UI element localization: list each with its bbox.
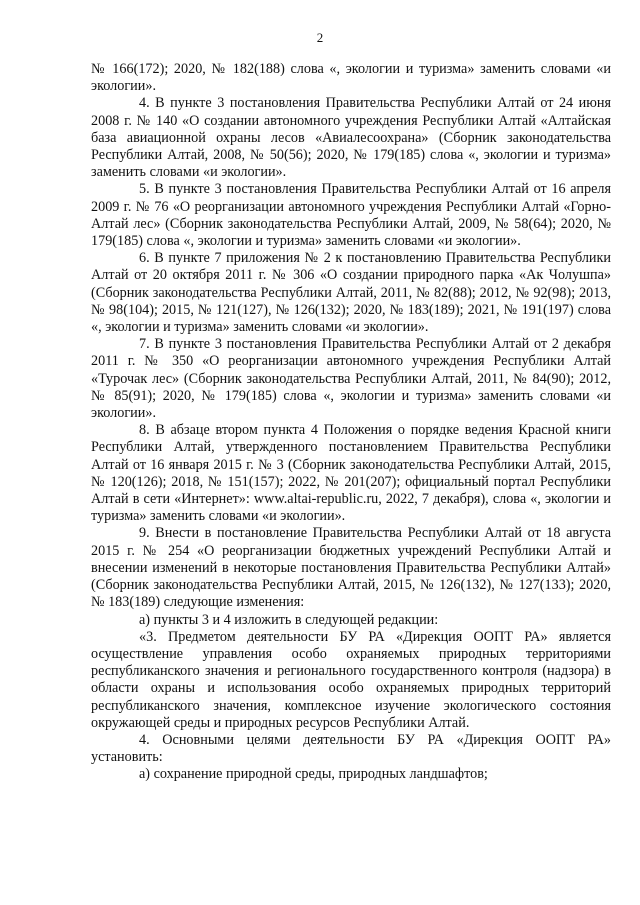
paragraph-item-5: 5. В пункте 3 постановления Правительства Республики Алтай от 16 апреля 2009 г. № 76 «О реорганизации автономного учреждения Республики Алтай «Горно-Алтай лес» (Сборник законодательства Республики Алтай, 2009, № 58(64); 2020, № 179(185) слова «, экологии и туризма» заменить словами «и экологии». xyxy=(91,181,611,250)
paragraph-clause-4-a: а) сохранение природной среды, природных ландшафтов; xyxy=(139,766,488,783)
document-body xyxy=(91,61,611,784)
paragraph-continuation: № 166(172); 2020, № 182(188) слова «, экологии и туризма» заменить словами «и экологии». xyxy=(91,61,611,95)
page-number: 2 xyxy=(316,30,324,45)
paragraph-item-8: 8. В абзаце втором пункта 4 Положения о порядке ведения Красной книги Республики Алтай, утвержденного постановлением Правительства Республики Алтай от 16 января 2015 г. № 3 (Сборник законодательства Республики Алтай, 2015, № 120(126); 2018, № 151(157); 2022, № 201(207); официальный портал Республики Алтай в сети «Интернет»: www.altai-republic.ru, 2022, 7 декабря), слова «, экологии и туризма» заменить словами «и экологии». xyxy=(91,422,611,525)
paragraph-item-4: 4. В пункте 3 постановления Правительства Республики Алтай от 24 июня 2008 г. № 140 «О создании автономного учреждения Республики Алтай «Алтайская база авиационной охраны лесов «Авиалесоохрана» (Сборник законодательства Республики Алтай, 2008, № 50(56); 2020, № 179(185) слова «, экологии и туризма» заменить словами «и экологии». xyxy=(91,95,611,181)
paragraph-item-9: 9. Внести в постановление Правительства Республики Алтай от 18 августа 2015 г. № 254 «О реорганизации бюджетных учреждений Республики Алтай и внесении изменений в некоторые постановления Правительства Республики Алтай» (Сборник законодательства Республики Алтай, 2015, № 126(132), № 127(133); 2020, № 183(189) следующие изменения: xyxy=(91,525,611,611)
paragraph-item-6: 6. В пункте 7 приложения № 2 к постановлению Правительства Республики Алтай от 20 октября 2011 г. № 306 «О создании природного парка «Ак Чолушпа» (Сборник законодательства Республики Алтай, 2011, № 82(88); 2012, № 92(98); 2013, № 98(104); 2015, № 121(127), № 126(132); 2020, № 183(189); 2021, № 191(197) слова «, экологии и туризма» заменить словами «и экологии». xyxy=(91,250,611,336)
paragraph-subitem-a: а) пункты 3 и 4 изложить в следующей редакции: xyxy=(139,611,439,628)
paragraph-item-7: 7. В пункте 3 постановления Правительства Республики Алтай от 2 декабря 2011 г. № 350 «О реорганизации автономного учреждения Республики Алтай «Турочак лес» (Сборник законодательства Республики Алтай, 2011, № 84(90); 2012, № 85(91); 2020, № 179(185) слова «, экологии и туризма» заменить словами «и экологии». xyxy=(91,336,611,422)
paragraph-clause-3: «3. Предметом деятельности БУ РА «Дирекция ООПТ РА» является осуществление управления особо охраняемых природных территориями республиканского значения и регионального государственного контроля (надзора) в области охраны и использования особо охраняемых природных территорий республиканского значения, комплексное изучение экологического состояния окружающей среды и природных ресурсов Республики Алтай. xyxy=(91,628,611,731)
paragraph-clause-4: 4. Основными целями деятельности БУ РА «Дирекция ООПТ РА» установить: xyxy=(91,731,611,766)
